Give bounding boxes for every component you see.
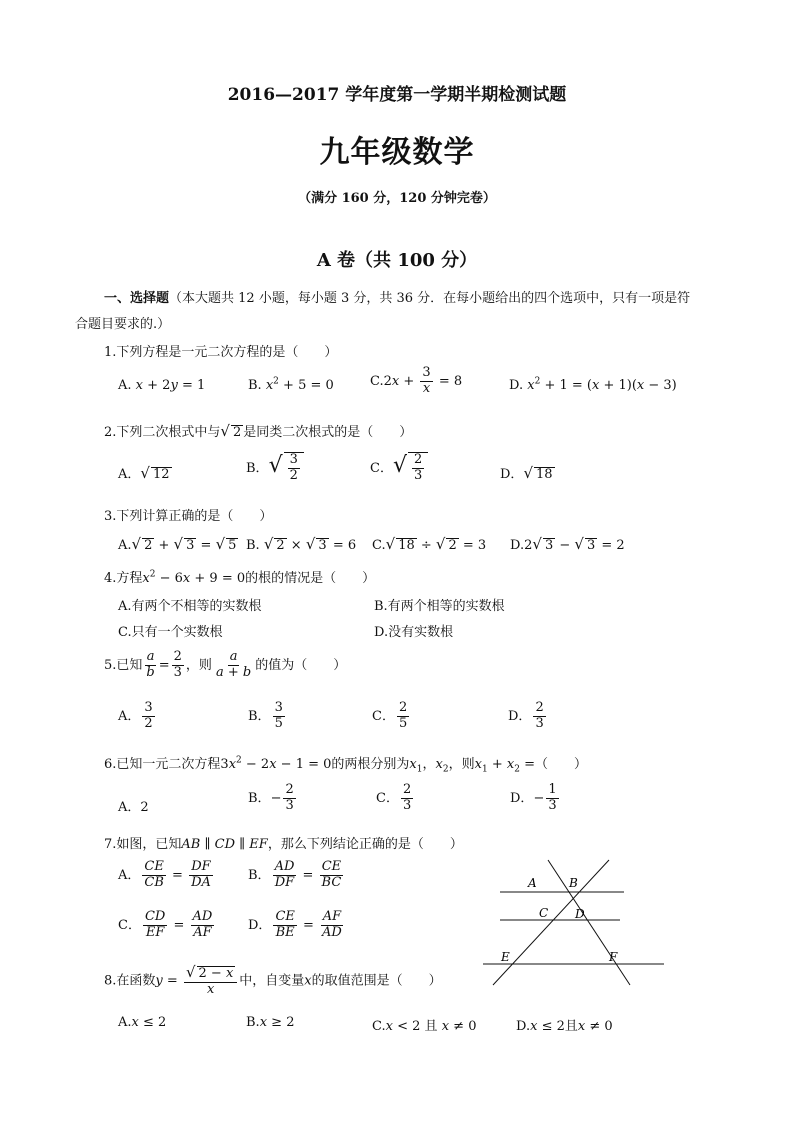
q4-option-b: B.有两个相等的实数根 — [374, 599, 505, 614]
instructions-line1: 一、选择题（本大题共 12 小题，每小题 3 分，共 36 分．在每小题给出的四个选项中，只有一项是符 — [104, 291, 691, 306]
point-label-d: D — [575, 907, 585, 921]
q5-stem: 5.已知 $\frac{a}{b}$ = $\frac{2}{3}$ ，则 $\frac{a}{a + b}$ 的值为（ ） — [104, 649, 347, 680]
q5-option-c: C． $\frac{2}{5}$ — [372, 700, 408, 731]
q8-option-d: D.x ≤ 2且x ≠ 0 — [516, 1019, 613, 1034]
q2-stem: 2.下列二次根式中与√ 2 是同类二次根式的是（ ） — [104, 422, 413, 440]
q1-option-c: C.2x + $\frac{3}{x}$ = 8 — [370, 365, 463, 396]
q2-option-a: A．√ 12 — [118, 464, 170, 482]
q8-stem: 8.在函数y = $\frac{√ 2 - x}{x}$ 中，自变量x的取值范围是（ ） — [104, 963, 442, 997]
q6-option-c: C． $\frac{2}{3}$ — [376, 782, 412, 813]
section-title: A 卷（共 100 分） — [316, 250, 478, 271]
subject-title: 九年级数学 — [319, 135, 475, 170]
q2-option-b: B．√ $\frac{3}{2}$ — [246, 452, 304, 484]
point-label-f: F — [609, 950, 618, 964]
q4-stem: 4.方程$x^2 - 6x + 9 = 0$的根的情况是（ ） — [104, 569, 376, 586]
q1-option-b: B. $x^2 + 5 = 0$ — [248, 376, 334, 393]
q2-option-d: D．√ 18 — [500, 464, 553, 482]
q6-stem: 6.已知一元二次方程$3x^2 - 2x - 1 = 0$的两根分别为$x_1$，$x_2$，则$x_1 + x_2$ =（ ） — [104, 755, 587, 775]
q7-stem: 7.如图，已知AB ∥ CD ∥ EF，那么下列结论正确的是（ ） — [104, 837, 463, 852]
q3-option-a: A.√ 2 + √ 3 = √ 5 — [118, 535, 237, 553]
transversal-2 — [493, 860, 609, 985]
q8-option-a: A.x ≤ 2 — [118, 1015, 167, 1030]
q7-option-c: C． $\frac{CD}{EF}$ = $\frac{AD}{AF}$ — [118, 909, 213, 940]
point-label-a: A — [528, 876, 537, 890]
q7-option-d: D． $\frac{CE}{BE}$ = $\frac{AF}{AD}$ — [248, 909, 342, 940]
point-label-c: C — [539, 906, 549, 920]
q5-option-a: A． $\frac{3}{2}$ — [118, 700, 153, 731]
q6-option-a: A．2 — [118, 800, 149, 815]
exam-title: 2016—2017 学年度第一学期半期检测试题 — [227, 85, 567, 105]
q1-stem: 1.下列方程是一元二次方程的是（ ） — [104, 345, 338, 360]
q3-stem: 3.下列计算正确的是（ ） — [104, 509, 273, 524]
point-label-b: B — [569, 876, 578, 890]
q5-option-d: D． $\frac{2}{3}$ — [508, 700, 544, 731]
q6-option-d: D．− $\frac{1}{3}$ — [510, 782, 557, 813]
q1-option-a: A. x + 2y = 1 — [118, 378, 206, 393]
q7-option-a: A． $\frac{CE}{CB}$ = $\frac{DF}{DA}$ — [118, 859, 211, 890]
q4-option-d: D.没有实数根 — [374, 625, 454, 640]
q4-option-a: A.有两个不相等的实数根 — [118, 599, 262, 614]
q3-option-c: C.√ 18 ÷ √ 2 = 3 — [372, 535, 487, 553]
q3-option-d: D.2√ 3 − √ 3 = 2 — [510, 535, 625, 553]
q8-option-b: B.x ≥ 2 — [246, 1015, 295, 1030]
exam-note: （满分 160 分，120 分钟完卷） — [298, 191, 496, 206]
instructions-line2: 合题目要求的.） — [75, 317, 171, 332]
q4-option-c: C.只有一个实数根 — [118, 625, 223, 640]
q2-option-c: C．√ $\frac{2}{3}$ — [370, 452, 428, 484]
q7-option-b: B． $\frac{AD}{DF}$ = $\frac{CE}{BC}$ — [248, 859, 342, 890]
q5-option-b: B． $\frac{3}{5}$ — [248, 700, 283, 731]
q8-option-c: C.x < 2 且 x ≠ 0 — [372, 1019, 477, 1034]
point-label-e: E — [501, 950, 510, 964]
q3-option-b: B. √ 2 × √ 3 = 6 — [246, 535, 357, 553]
transversal-1 — [548, 860, 630, 985]
q6-option-b: B．− $\frac{2}{3}$ — [248, 782, 294, 813]
parallel-lines-diagram — [478, 855, 668, 990]
q1-option-d: D. $x^2 + 1 = (x + 1)(x - 3)$ — [509, 376, 677, 393]
